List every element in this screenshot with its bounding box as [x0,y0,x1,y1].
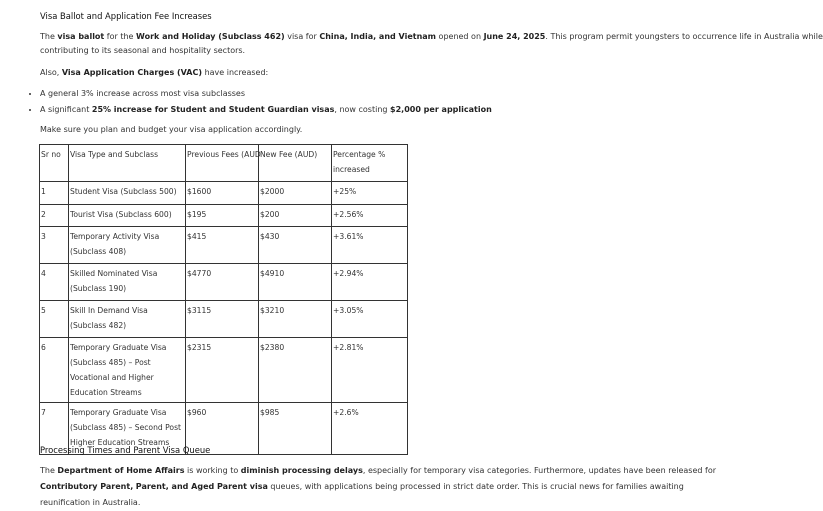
header-percentage: Percentage % increased [332,145,408,182]
cell-previous-fee: $4770 [186,264,259,301]
table-header-row [40,145,408,182]
cell-sr: 2 [40,205,69,227]
cell-visa-type: Temporary Graduate Visa (Subclass 485) – Second Post Higher Education Streams [69,403,186,455]
list-item: • A significant 25% increase for Student and Student Guardian visas, now costing $2,000 per application [40,102,492,118]
cell-previous-fee: $2315 [186,338,259,403]
cell-sr: 7 [40,403,69,455]
cell-visa-type: Student Visa (Subclass 500) [69,182,186,205]
section-heading-processing: Processing Times and Parent Visa Queue [40,445,211,455]
cell-previous-fee: $3115 [186,301,259,338]
cell-new-fee: $430 [259,227,332,264]
cell-previous-fee: $415 [186,227,259,264]
cell-visa-type: Skilled Nominated Visa (Subclass 190) [69,264,186,301]
cell-new-fee: $3210 [259,301,332,338]
header-new-fee: New Fee (AUD) [259,145,332,182]
cell-new-fee: $200 [259,205,332,227]
fee-bullet-list [26,86,492,118]
header-sr-no: Sr no [40,145,69,182]
cell-new-fee: $2380 [259,338,332,403]
cell-new-fee: $4910 [259,264,332,301]
cell-sr: 4 [40,264,69,301]
table-row [40,338,408,403]
intro-line-2: contributing to its seasonal and hospitality sectors. [40,46,246,55]
cell-visa-type: Temporary Graduate Visa (Subclass 485) – Post Vocational and Higher Education Streams [69,338,186,403]
table-row [40,264,408,301]
cell-visa-type: Tourist Visa (Subclass 600) [69,205,186,227]
also-paragraph: Also, Visa Application Charges (VAC) have increased: [40,68,269,77]
cell-percentage: +2.56% [332,205,408,227]
processing-paragraph: The Department of Home Affairs is working to diminish processing delays, especially for temporary visa categories. Furthermore, updates have been released for Contributory Parent, Parent, and Aged Parent visa queues, with applications being processed in strict date order. This is crucial news for families awaiting reunification in Australia. [40,466,717,507]
cell-percentage: +3.61% [332,227,408,264]
cell-sr: 5 [40,301,69,338]
table-row [40,227,408,264]
cell-visa-type: Skill In Demand Visa (Subclass 482) [69,301,186,338]
cell-percentage: +2.81% [332,338,408,403]
table-row [40,182,408,205]
cell-previous-fee: $1600 [186,182,259,205]
cell-percentage: +2.94% [332,264,408,301]
cell-previous-fee: $960 [186,403,259,455]
plan-note: Make sure you plan and budget your visa application accordingly. [40,125,303,134]
cell-percentage: +25% [332,182,408,205]
intro-line-1: The visa ballot for the Work and Holiday (Subclass 462) visa for China, India, and Vietnam opened on June 24, 2025. This program permit youngsters to occurrence life in Australia while [40,32,823,41]
cell-previous-fee: $195 [186,205,259,227]
cell-new-fee: $985 [259,403,332,455]
cell-new-fee: $2000 [259,182,332,205]
header-previous-fees: Previous Fees (AUD [186,145,259,182]
cell-percentage: +2.6% [332,403,408,455]
cell-sr: 3 [40,227,69,264]
intro-paragraph [40,30,823,58]
cell-visa-type: Temporary Activity Visa (Subclass 408) [69,227,186,264]
table-row [40,301,408,338]
cell-sr: 1 [40,182,69,205]
visa-fee-table [39,144,408,455]
table-row [40,205,408,227]
list-item: • A general 3% increase across most visa subclasses [40,86,492,102]
cell-percentage: +3.05% [332,301,408,338]
cell-sr: 6 [40,338,69,403]
header-visa-type: Visa Type and Subclass [69,145,186,182]
page-title: Visa Ballot and Application Fee Increases [40,11,212,21]
